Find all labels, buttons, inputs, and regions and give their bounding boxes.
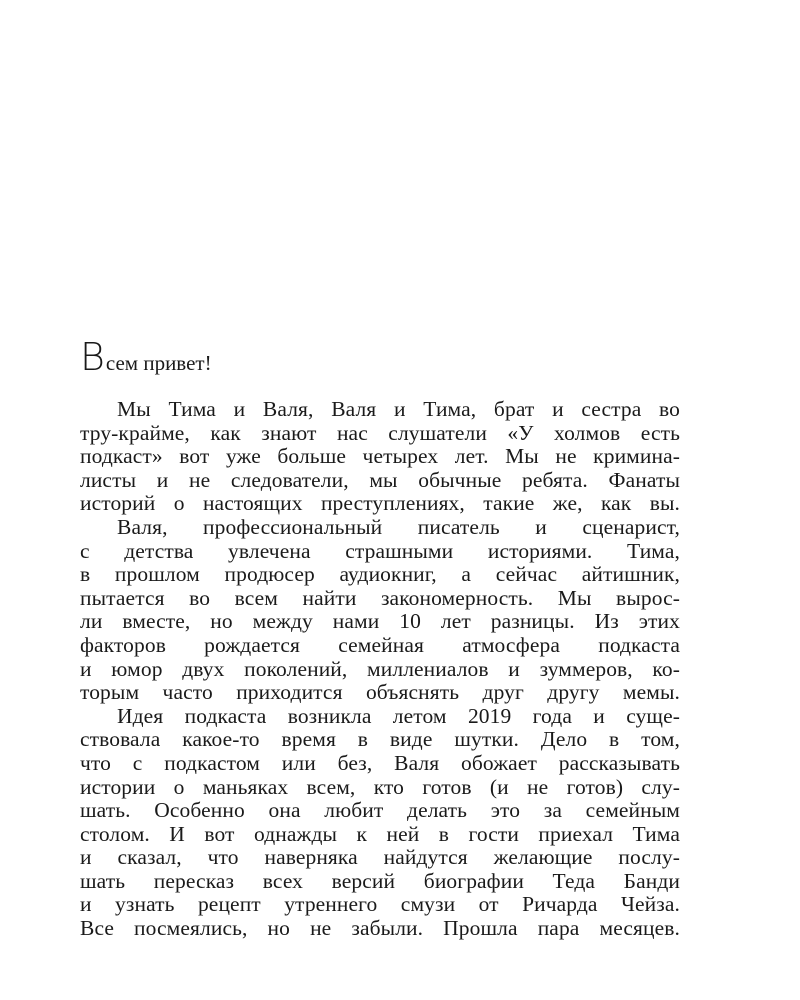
chapter-heading [80, 335, 212, 379]
text-line: подкаст» вот уже больше четырех лет. Мы не кримина- [80, 444, 680, 469]
text-line: Идея подкаста возникла летом 2019 года и суще- [117, 703, 680, 728]
text-line: шать. Особенно она любит делать это за семейным [80, 798, 680, 823]
text-line: что с подкастом или без, Валя обожает рассказывать [80, 750, 680, 775]
text-line: ли вместе, но между нами 10 лет разницы. Из этих [80, 609, 680, 634]
text-line: тру-крайме, как знают нас слушатели «У холмов есть [80, 420, 680, 445]
text-line: шать пересказ всех версий биографии Теда Банди [80, 868, 680, 893]
text-line: факторов рождается семейная атмосфера подкаста [80, 632, 680, 657]
text-line: торым часто приходится объяснять друг другу мемы. [80, 680, 680, 705]
text-line: пытается во всем найти закономерность. Мы вырос- [80, 585, 680, 610]
text-line: истории о маньяках всем, кто готов (и не готов) слу- [80, 774, 680, 799]
text-line: столом. И вот однажды к ней в гости приехал Тима [80, 821, 680, 846]
text-line: Все посмеялись, но не забыли. Прошла пара месяцев. [80, 916, 680, 941]
heading-initial-letter: В [80, 335, 105, 379]
text-line: и юмор двух поколений, миллениалов и зуммеров, ко- [80, 656, 680, 681]
text-line: и сказал, что наверняка найдутся желающие послу- [80, 845, 680, 870]
text-line: и узнать рецепт утреннего смузи от Ричарда Чейза. [80, 892, 680, 917]
text-line: с детства увлечена страшными историями. Тима, [80, 538, 680, 563]
body-text [80, 398, 680, 941]
text-line: историй о настоящих преступлениях, такие же, как вы. [80, 491, 680, 516]
heading-text: сем привет! [105, 351, 212, 375]
text-line: в прошлом продюсер аудиокниг, а сейчас айтишник, [80, 562, 680, 587]
text-line: ствовала какое-то время в виде шутки. Дело в том, [80, 727, 680, 752]
text-line: Валя, профессиональный писатель и сценарист, [117, 514, 680, 539]
text-line: Мы Тима и Валя, Валя и Тима, брат и сестра во [117, 397, 680, 421]
text-line: листы и не следователи, мы обычные ребята. Фанаты [80, 467, 680, 492]
